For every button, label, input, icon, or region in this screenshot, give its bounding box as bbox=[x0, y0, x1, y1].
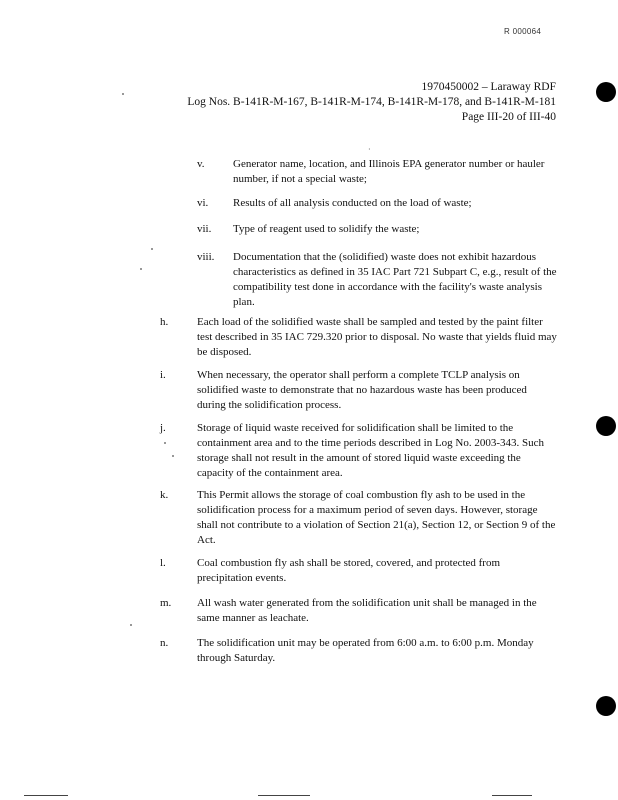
list-marker: m. bbox=[160, 597, 172, 609]
list-marker: h. bbox=[160, 316, 169, 328]
list-text: Type of reagent used to solidify the waste; bbox=[233, 223, 420, 235]
list-marker: l. bbox=[160, 557, 166, 569]
scan-edge-mark bbox=[258, 795, 310, 796]
list-text: All wash water generated from the solidification unit shall be managed in the same manner as leachate. bbox=[197, 597, 537, 624]
scan-edge-mark bbox=[24, 795, 68, 796]
page-header bbox=[187, 80, 556, 125]
scan-speck bbox=[151, 248, 153, 250]
list-marker: n. bbox=[160, 637, 169, 649]
scan-speck bbox=[140, 268, 142, 270]
list-text: Each load of the solidified waste shall be sampled and tested by the paint filter test described in 35 IAC 729.320 prior to disposal. No waste that yields fluid may be disposed. bbox=[197, 316, 557, 358]
list-text: Documentation that the (solidified) waste does not exhibit hazardous characteristics as defined in 35 IAC Part 721 Subpart C, e.g., result of the compatibility test done in accordance with the facility's waste analysis plan. bbox=[233, 251, 557, 308]
scan-speck bbox=[164, 442, 166, 444]
list-marker: vi. bbox=[197, 197, 209, 209]
list-marker: k. bbox=[160, 489, 169, 501]
scan-speck bbox=[172, 455, 174, 457]
list-text: Coal combustion fly ash shall be stored, covered, and protected from precipitation events. bbox=[197, 557, 501, 584]
scan-speck bbox=[130, 624, 132, 626]
header-permit-id: 1970450002 – Laraway RDF bbox=[421, 81, 556, 93]
list-marker: j. bbox=[160, 422, 166, 434]
speck-mark: · bbox=[368, 145, 371, 154]
bates-number: R 000064 bbox=[504, 27, 542, 36]
list-marker: vii. bbox=[197, 223, 212, 235]
punch-hole-middle bbox=[596, 416, 616, 436]
punch-hole-bottom bbox=[596, 696, 616, 716]
list-text: Results of all analysis conducted on the load of waste; bbox=[233, 197, 472, 209]
list-text: When necessary, the operator shall perform a complete TCLP analysis on solidified waste to demonstrate that no hazardous waste has been produced during the solidification process. bbox=[197, 369, 527, 411]
scan-edge-mark bbox=[492, 795, 532, 796]
list-text: The solidification unit may be operated from 6:00 a.m. to 6:00 p.m. Monday through Saturday. bbox=[197, 637, 534, 664]
header-log-numbers: Log Nos. B-141R-M-167, B-141R-M-174, B-141R-M-178, and B-141R-M-181 bbox=[187, 96, 556, 108]
list-text: This Permit allows the storage of coal combustion fly ash to be used in the solidification process for a maximum period of seven days. However, storage shall not contribute to a violation of Section 21(a), Section 12, or Section 9 of the Act. bbox=[197, 489, 556, 546]
header-page-number: Page III-20 of III-40 bbox=[461, 111, 556, 123]
list-text: Storage of liquid waste received for solidification shall be limited to the containment area and to the time periods described in Log No. 2003-343. Such storage shall not result in the amount of stored liquid waste exceeding the capacity of the containment area. bbox=[197, 422, 545, 479]
list-marker: i. bbox=[160, 369, 166, 381]
scan-speck bbox=[122, 93, 124, 95]
list-marker: viii. bbox=[197, 251, 215, 263]
punch-hole-top bbox=[596, 82, 616, 102]
list-marker: v. bbox=[197, 158, 205, 170]
list-text: Generator name, location, and Illinois EPA generator number or hauler number, if not a special waste; bbox=[233, 158, 545, 185]
